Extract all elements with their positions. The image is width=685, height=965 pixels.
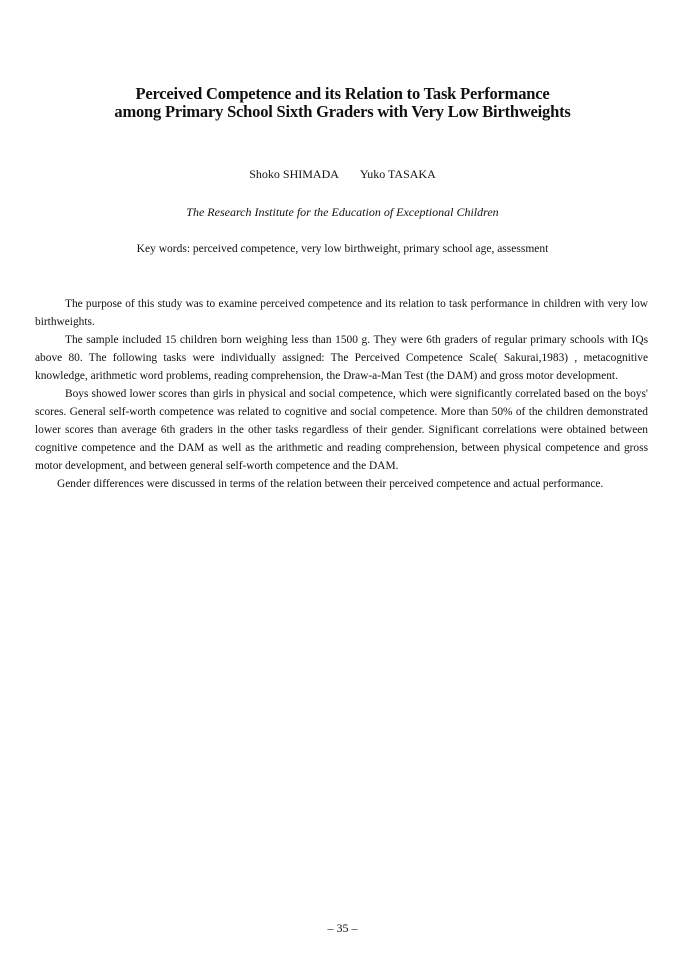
author-list	[0, 167, 685, 181]
title-line-1: Perceived Competence and its Relation to Task Performance	[135, 84, 550, 103]
author-name: Shoko SHIMADA	[249, 167, 339, 181]
page-number: – 35 –	[327, 921, 358, 935]
paper-title	[40, 85, 645, 121]
title-line-2: among Primary School Sixth Graders with Very Low Birthweights	[114, 102, 571, 121]
abstract-paragraph: The sample included 15 children born weighing less than 1500 g. They were 6th graders of regular primary schools with IQs above 80. The following tasks were individually assigned: The Perceived Competence Scale( Sakurai,1983) , metacognitive knowledge, arithmetic word problems, reading comprehension, the Draw-a-Man Test (the DAM) and gross motor development.	[35, 334, 648, 382]
author-name: Yuko TASAKA	[359, 167, 436, 181]
abstract-body	[35, 295, 648, 493]
abstract-paragraph: The purpose of this study was to examine perceived competence and its relation to task performance in children with very low birthweights.	[35, 298, 648, 328]
abstract-paragraph: Boys showed lower scores than girls in physical and social competence, which were significantly correlated based on the boys' scores. General self-worth competence was related to cognitive and social competence. More than 50% of the children demonstrated lower scores than average 6th graders in the other tasks regardless of their gender. Significant correlations were obtained between cognitive competence and the DAM as well as the arithmetic and reading comprehension, between physical competence and gross motor development, and between general self-worth competence and the DAM.	[35, 388, 648, 472]
abstract-paragraph: Gender differences were discussed in terms of the relation between their perceived competence and actual performance.	[57, 478, 604, 490]
affiliation: The Research Institute for the Education of Exceptional Children	[186, 205, 499, 219]
keywords: Key words: perceived competence, very low birthweight, primary school age, assessment	[136, 243, 549, 255]
